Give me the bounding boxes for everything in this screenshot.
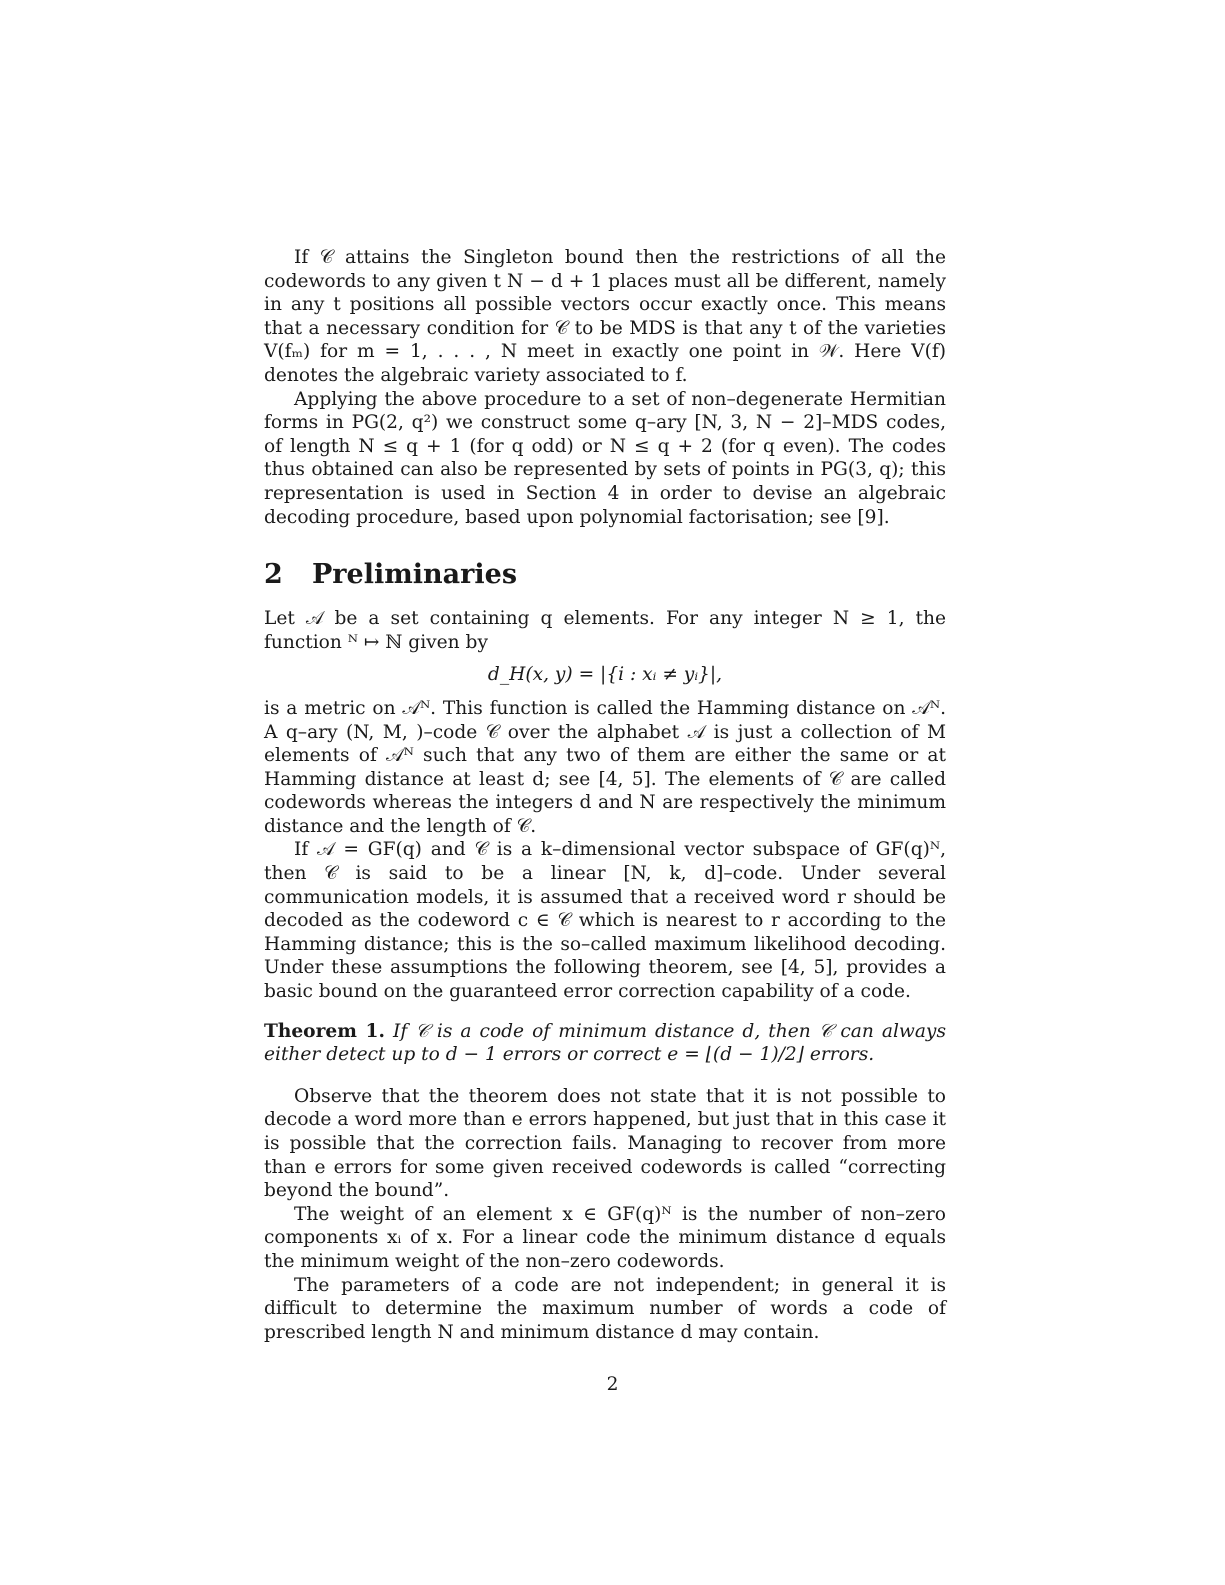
theorem-heading: Theorem 1. [264, 1020, 385, 1042]
after-paragraph-1: Observe that the theorem does not state that it is not possible to decode a word more than e errors happened, but just that in this case it is possible that the correction fails. Managing to recover from more than e errors for some given received codewords is called “correcting beyond the bound”. [264, 1085, 946, 1202]
body-paragraph-2: is a metric on 𝒜ᴺ. This function is called the Hamming distance on 𝒜ᴺ. A q–ary (N, M, )–code 𝒞 over the alphabet 𝒜 is just a collection of M elements of 𝒜ᴺ such that any two of them are either the same or at Hamming distance at least d; see [4, 5]. The elements of 𝒞 are called codewords whereas the integers d and N are respectively the minimum distance and the length of 𝒞. [264, 697, 946, 837]
body-paragraph-3: If 𝒜 = GF(q) and 𝒞 is a k–dimensional vector subspace of GF(q)ᴺ, then 𝒞 is said to be a linear [N, k, d]–code. Under several communication models, it is assumed that a received word r should be decoded as the codeword c ∈ 𝒞 which is nearest to r according to the Hamming distance; this is the so–called maximum likelihood decoding. Under these assumptions the following theorem, see [4, 5], provides a basic bound on the guaranteed error correction capability of a code. [264, 839, 946, 1003]
theorem-1 [264, 1020, 946, 1067]
intro-paragraph-2: Applying the above procedure to a set of non–degenerate Hermitian forms in PG(2, q²) we construct some q–ary [N, 3, N − 2]–MDS codes, of length N ≤ q + 1 (for q odd) or N ≤ q + 2 (for q even). The codes thus obtained can also be represented by sets of points in PG(3, q); this representation is used in Section 4 in order to devise an algebraic decoding procedure, based upon polynomial factorisation; see [9]. [264, 388, 946, 528]
section-heading [264, 559, 946, 591]
page-number: 2 [606, 1374, 619, 1395]
theorem-statement: If 𝒞 is a code of minimum distance d, then 𝒞 can always either detect up to d − 1 errors or correct e = ⌊(d − 1)/2⌋ errors. [264, 1020, 946, 1066]
body-paragraph-1: Let 𝒜 be a set containing q elements. For any integer N ≥ 1, the function ᴺ ↦ ℕ given by [264, 608, 946, 653]
section-number: 2 [264, 559, 283, 591]
intro-paragraph-1: If 𝒞 attains the Singleton bound then the restrictions of all the codewords to any given t N − d + 1 places must all be different, namely in any t positions all possible vectors occur exactly once. This means that a necessary condition for 𝒞 to be MDS is that any t of the varieties V(fₘ) for m = 1, . . . , N meet in exactly one point in 𝒲. Here V(f) denotes the algebraic variety associated to f. [264, 247, 946, 386]
section-title: Preliminaries [312, 559, 518, 591]
page-content [264, 246, 946, 1344]
after-paragraph-3: The parameters of a code are not independent; in general it is difficult to determine the maximum number of words a code of prescribed length N and minimum distance d may contain. [264, 1274, 946, 1343]
after-paragraph-2: The weight of an element x ∈ GF(q)ᴺ is the number of non–zero components xᵢ of x. For a linear code the minimum distance d equals the minimum weight of the non–zero codewords. [264, 1203, 946, 1272]
hamming-distance-equation: d_H(x, y) = |{i : xᵢ ≠ yᵢ}|, [487, 664, 723, 686]
